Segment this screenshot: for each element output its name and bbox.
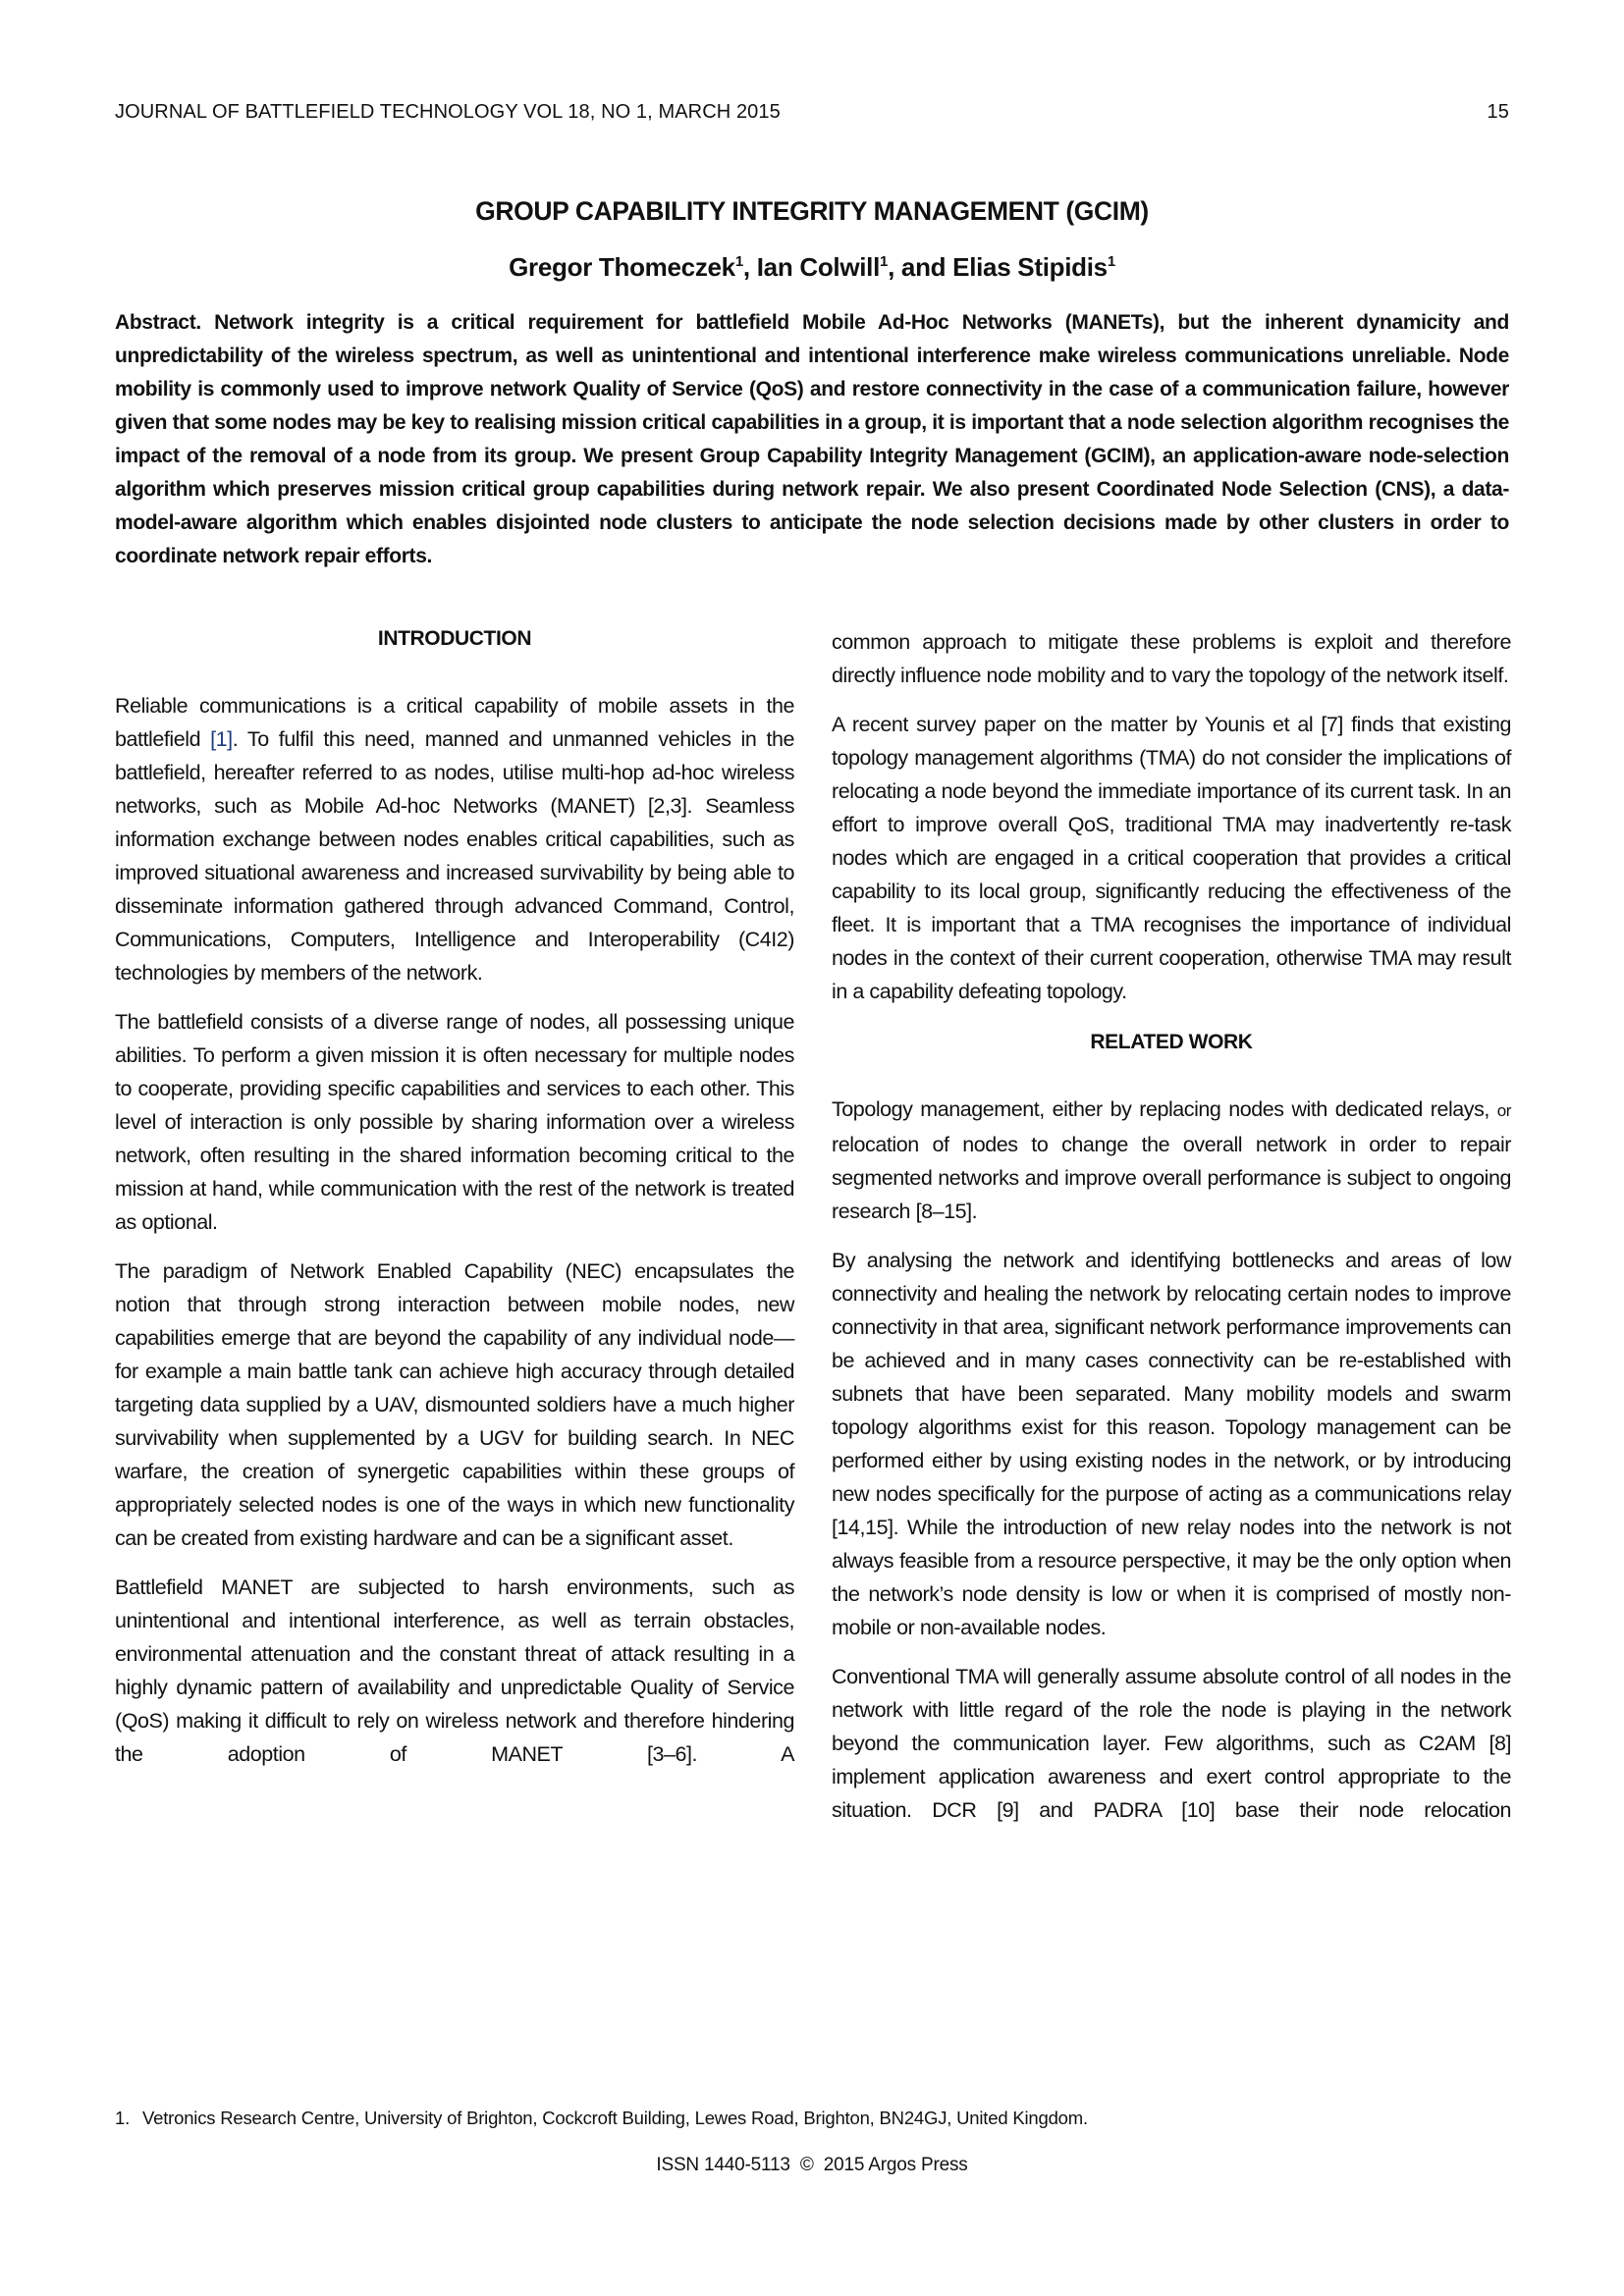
paragraph — [115, 689, 794, 989]
abstract-text: Network integrity is a critical requirement for battlefield Mobile Ad-Hoc Networks (MANETs), but the inherent dynamicity and unpredictability of the wireless spectrum, as well as unintentional and intentional interference make wireless communications unreliable. Node mobility is commonly used to improve network Quality of Service (QoS) and restore connectivity in the case of a communication failure, however given that some nodes may be key to realising mission critical capabilities in a group, it is important that a node selection algorithm recognises the impact of the removal of a node from its group. We present Group Capability Integrity Management (GCIM), an application-aware node-selection algorithm which preserves mission critical group capabilities during network repair. We also present Coordinated Node Selection (CNS), a data-model-aware algorithm which enables disjointed node clusters to anticipate the node selection decisions made by other clusters in order to coordinate network repair efforts. — [115, 311, 1509, 567]
issn-footer: ISSN 1440-5113 © 2015 Argos Press — [656, 2155, 968, 2175]
paragraph-text: . To fulfil this need, manned and unmanned vehicles in the battlefield, hereafter referred to as nodes, utilise multi-hop ad-hoc wireless networks, such as Mobile Ad-hoc Networks (MANET) [2,3]. Seamless information exchange between nodes enables critical capabilities, such as improved situational awareness and increased survivability by being able to disseminate information gathered through advanced Command, Control, Communications, Computers, Intelligence and Interoperability (C4I2) technologies by members of the network. — [115, 727, 794, 985]
paragraph-text: relocation of nodes to change the overall network in order to repair segmented networks and improve overall performance is subject to ongoing research [8–15]. — [832, 1133, 1511, 1223]
paragraph-text: Topology management, either by replacing nodes with dedicated relays, — [832, 1097, 1497, 1121]
paragraph-text: Reliable communications is a critical capability of mobile assets in the battlefield — [115, 694, 794, 751]
affiliation-footnote — [115, 2108, 1088, 2129]
running-head — [115, 101, 1509, 131]
author-list — [115, 252, 1509, 283]
affiliation-mark: 1 — [1107, 253, 1115, 270]
paragraph-continued: common approach to mitigate these problems is exploit and therefore directly influence node mobility and to vary the topology of the network itself. — [832, 630, 1511, 687]
affiliation-mark: 1 — [880, 253, 889, 270]
paragraph: Conventional TMA will generally assume absolute control of all nodes in the network with little regard of the role the node is playing in the network beyond the communication layer. Few algorithms, such as C2AM [8] implement application awareness and exert control appropriate to the situation. DCR [9] and PADRA [10] base their node relocation — [832, 1665, 1511, 1822]
paragraph: The battlefield consists of a diverse range of nodes, all possessing unique abilities. To perform a given mission it is often necessary for multiple nodes to cooperate, providing specific capabilities and services to each other. This level of interaction is only possible by sharing information over a wireless network, often resulting in the shared information becoming critical to the mission at hand, while communication with the rest of the network is treated as optional. — [115, 1010, 794, 1234]
abstract — [115, 306, 1509, 573]
abstract-label: Abstract. — [115, 311, 201, 334]
paper-title: GROUP CAPABILITY INTEGRITY MANAGEMENT (GCIM) — [475, 196, 1149, 226]
author-name: Elias Stipidis — [952, 252, 1108, 282]
left-column — [115, 618, 794, 1787]
paragraph: By analysing the network and identifying bottlenecks and areas of low connectivity and healing the network by relocating certain nodes to improve connectivity in that area, significant network performance improvements can be achieved and in many cases connectivity can be re-established with subnets that have been separated. Many mobility models and swarm topology algorithms exist for this reason. Topology management can be performed either by using existing nodes in the network, or by introducing new nodes specifically for the purpose of acting as a communications relay [14,15]. While the introduction of new relay nodes into the network is not always feasible from a resource perspective, it may be the only option when the network’s node density is low or when it is comprised of mostly non-mobile or non-available nodes. — [832, 1249, 1511, 1639]
paragraph: Battlefield MANET are subjected to harsh environments, such as unintentional and intentional interference, as well as terrain obstacles, environmental attenuation and the constant threat of attack resulting in a highly dynamic pattern of availability and unpredictable Quality of Service (QoS) making it difficult to rely on wireless network and therefore hindering the adoption of MANET [3–6]. A — [115, 1575, 794, 1766]
footnote-number: 1. — [115, 2108, 131, 2128]
author-separator: , — [742, 252, 757, 282]
author-name: Gregor Thomeczek — [509, 252, 735, 282]
journal-name: JOURNAL OF BATTLEFIELD TECHNOLOGY VOL 18, NO 1, MARCH 2015 — [115, 101, 781, 123]
affiliation-mark: 1 — [734, 253, 743, 270]
author-separator: , and — [888, 252, 953, 282]
section-heading-related-work: RELATED WORK — [1090, 1031, 1253, 1053]
footnote-text: Vetronics Research Centre, University of Brighton, Cockcroft Building, Lewes Road, Brighton, BN24GJ, United Kingdom. — [142, 2108, 1088, 2128]
paragraph-text-small: or — [1496, 1101, 1511, 1120]
paragraph: The paradigm of Network Enabled Capability (NEC) encapsulates the notion that through strong interaction between mobile nodes, new capabilities emerge that are beyond the capability of any individual node—for example a main battle tank can achieve high accuracy through detailed targeting data supplied by a UAV, dismounted soldiers have a much higher survivability when supplemented by a UGV for building search. In NEC warfare, the creation of synergetic capabilities within these groups of appropriately selected nodes is one of the ways in which new functionality can be created from existing hardware and can be a significant asset. — [115, 1259, 794, 1550]
section-heading-introduction: INTRODUCTION — [377, 627, 532, 650]
paragraph — [832, 1093, 1511, 1228]
author-name: Ian Colwill — [756, 252, 881, 282]
paragraph: A recent survey paper on the matter by Younis et al [7] finds that existing topology management algorithms (TMA) do not consider the implications of relocating a node beyond the immediate importance of its current task. In an effort to improve overall QoS, traditional TMA may inadvertently re-task nodes which are engaged in a critical cooperation that provides a critical capability to its local group, significantly reducing the effectiveness of the fleet. It is important that a TMA recognises the importance of individual nodes in the context of their current cooperation, otherwise TMA may result in a capability defeating topology. — [832, 713, 1511, 1003]
page-number: 15 — [1487, 101, 1509, 123]
citation-link[interactable]: [1] — [210, 727, 233, 751]
right-column — [832, 625, 1511, 1842]
